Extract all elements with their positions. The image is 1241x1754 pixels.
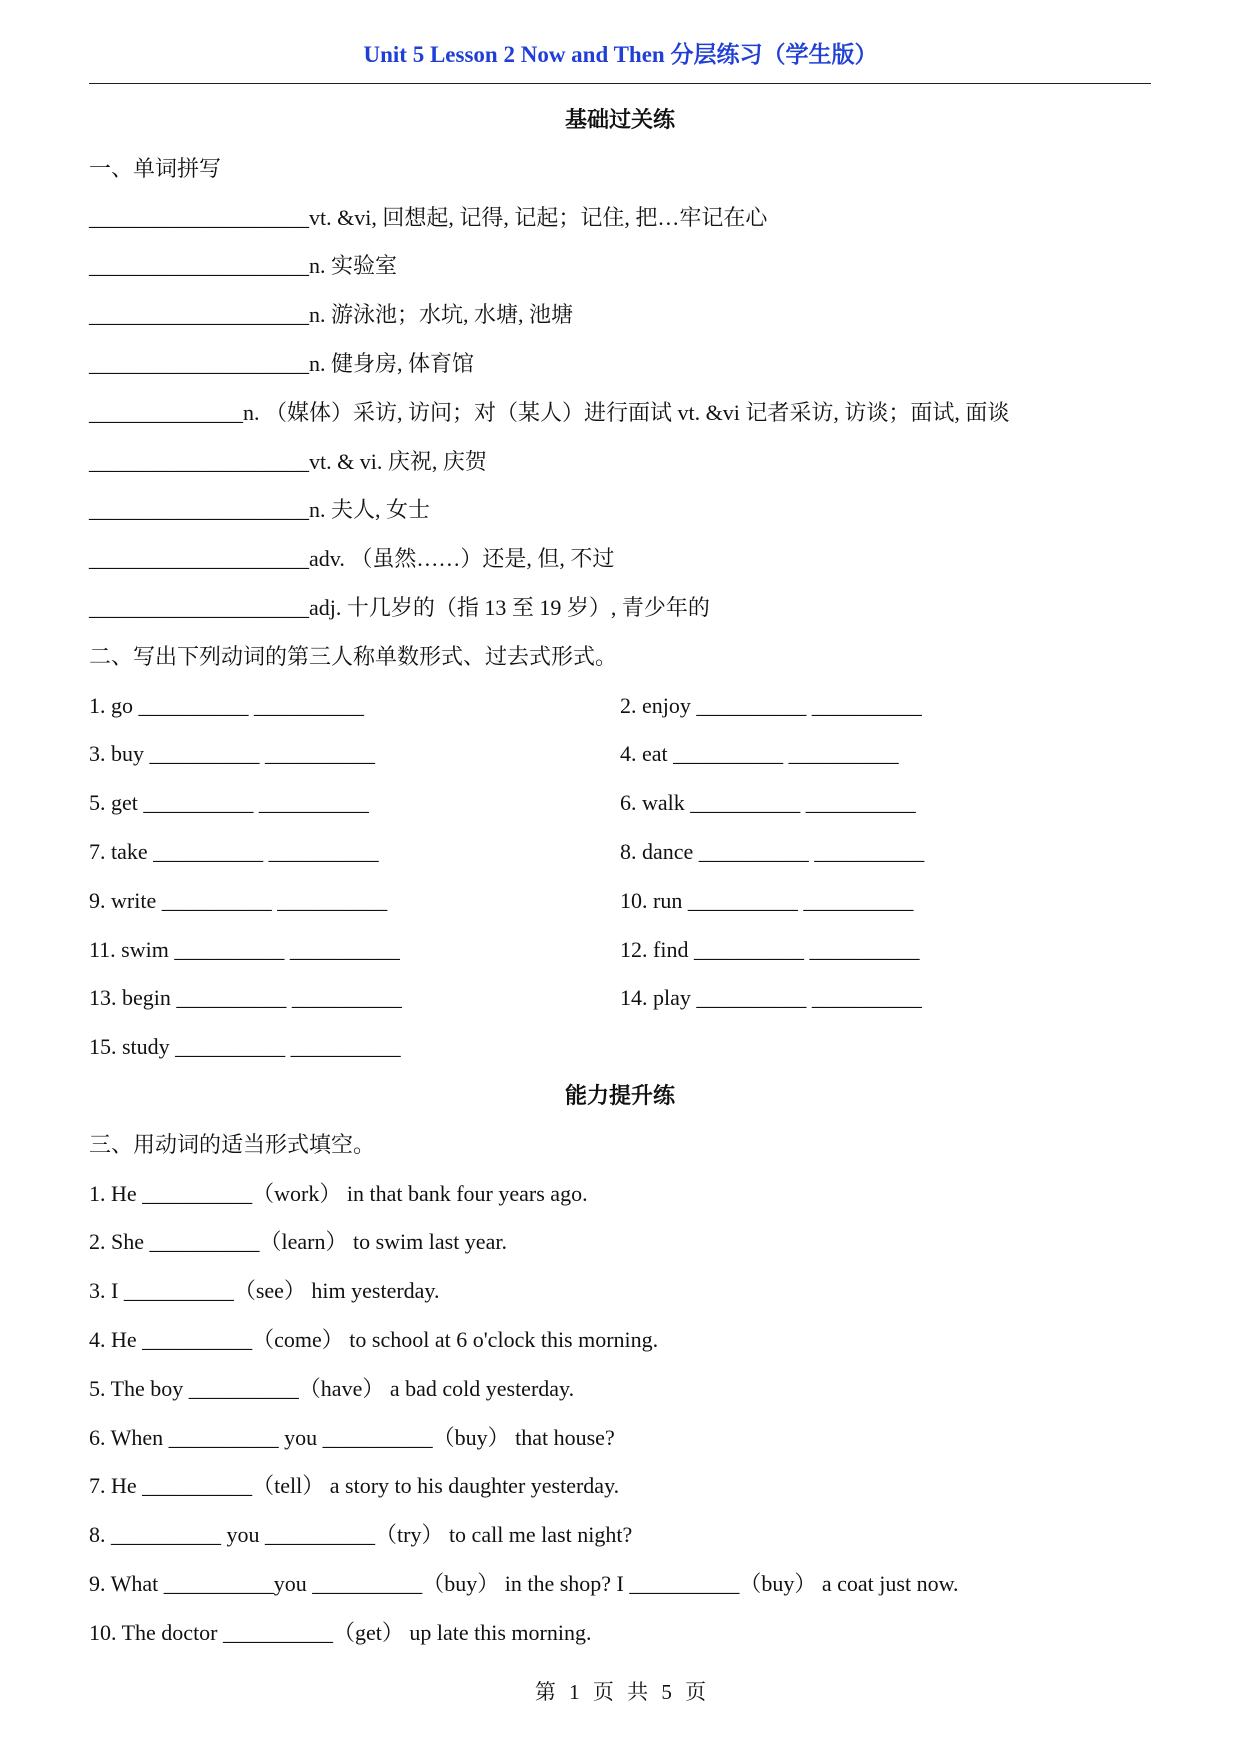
fill-item-6: 6. When __________ you __________（buy） that house? <box>89 1424 615 1450</box>
vocab-item-3: ____________________n. 游泳池；水坑, 水塘, 池塘 <box>89 302 574 328</box>
verb-item-10: 10. run __________ __________ <box>620 887 914 913</box>
footer-label-total-unit: 页 <box>685 1680 707 1704</box>
fill-item-9: 9. What __________you __________（buy） in the shop? I __________（buy） a coat just now. <box>89 1570 959 1596</box>
fill-item-10: 10. The doctor __________（get） up late this morning. <box>89 1619 592 1645</box>
fill-item-2: 2. She __________（learn） to swim last year. <box>89 1229 507 1255</box>
part3-heading: 三、用动词的适当形式填空。 <box>89 1131 376 1157</box>
fill-item-1: 1. He __________（work） in that bank four years ago. <box>89 1180 588 1206</box>
footer-label-page-unit: 页 <box>592 1680 614 1704</box>
part2-heading: 二、写出下列动词的第三人称单数形式、过去式形式。 <box>89 643 618 669</box>
verb-item-12: 12. find __________ __________ <box>620 936 920 962</box>
vocab-item-8: ____________________adv. （虽然……）还是, 但, 不过 <box>89 546 615 572</box>
page-footer <box>0 1676 1241 1706</box>
worksheet-body <box>89 96 1151 1658</box>
fill-item-5: 5. The boy __________（have） a bad cold yesterday. <box>89 1375 575 1401</box>
verb-item-3: 3. buy __________ __________ <box>89 741 375 767</box>
verb-item-9: 9. write __________ __________ <box>89 887 388 913</box>
vocab-item-9: ____________________adj. 十几岁的（指 13 至 19 岁）, 青少年的 <box>89 594 710 620</box>
footer-label-total: 共 <box>627 1680 649 1704</box>
vocab-item-7: ____________________n. 夫人, 女士 <box>89 497 431 523</box>
footer-total-pages: 5 <box>661 1680 672 1704</box>
fill-item-8: 8. __________ you __________（try） to call me last night? <box>89 1522 633 1548</box>
fill-item-7: 7. He __________（tell） a story to his daughter yesterday. <box>89 1473 620 1499</box>
verb-item-5: 5. get __________ __________ <box>89 790 369 816</box>
verb-item-11: 11. swim __________ __________ <box>89 936 400 962</box>
verb-item-2: 2. enjoy __________ __________ <box>620 692 922 718</box>
verb-item-14: 14. play __________ __________ <box>620 985 922 1011</box>
verb-item-6: 6. walk __________ __________ <box>620 790 916 816</box>
vocab-item-4: ____________________n. 健身房, 体育馆 <box>89 350 475 376</box>
document-title: Unit 5 Lesson 2 Now and Then 分层练习（学生版） <box>363 42 878 67</box>
verb-item-1: 1. go __________ __________ <box>89 692 364 718</box>
verb-item-4: 4. eat __________ __________ <box>620 741 899 767</box>
footer-label-page: 第 <box>534 1680 556 1704</box>
part1-heading: 一、单词拼写 <box>89 155 222 181</box>
vocab-item-2: ____________________n. 实验室 <box>89 253 398 279</box>
verb-item-7: 7. take __________ __________ <box>89 838 379 864</box>
fill-item-4: 4. He __________（come） to school at 6 o'clock this morning. <box>89 1326 659 1352</box>
header-rule <box>89 83 1151 84</box>
vocab-item-1: ____________________vt. &vi, 回想起, 记得, 记起；记住, 把…牢记在心 <box>89 204 768 230</box>
verb-forms-grid <box>89 682 1151 1072</box>
fill-item-3: 3. I __________（see） him yesterday. <box>89 1278 440 1304</box>
section-title-advanced: 能力提升练 <box>564 1082 675 1108</box>
verb-item-8: 8. dance __________ __________ <box>620 838 925 864</box>
verb-item-13: 13. begin __________ __________ <box>89 985 402 1011</box>
footer-page-number: 1 <box>569 1680 580 1704</box>
verb-item-15: 15. study __________ __________ <box>89 1034 401 1060</box>
section-title-basic: 基础过关练 <box>564 107 675 132</box>
vocab-item-5: ______________n. （媒体）采访, 访问；对（某人）进行面试 vt. &vi 记者采访, 访谈；面试, 面谈 <box>89 399 1010 425</box>
vocab-item-6: ____________________vt. & vi. 庆祝, 庆贺 <box>89 448 487 474</box>
